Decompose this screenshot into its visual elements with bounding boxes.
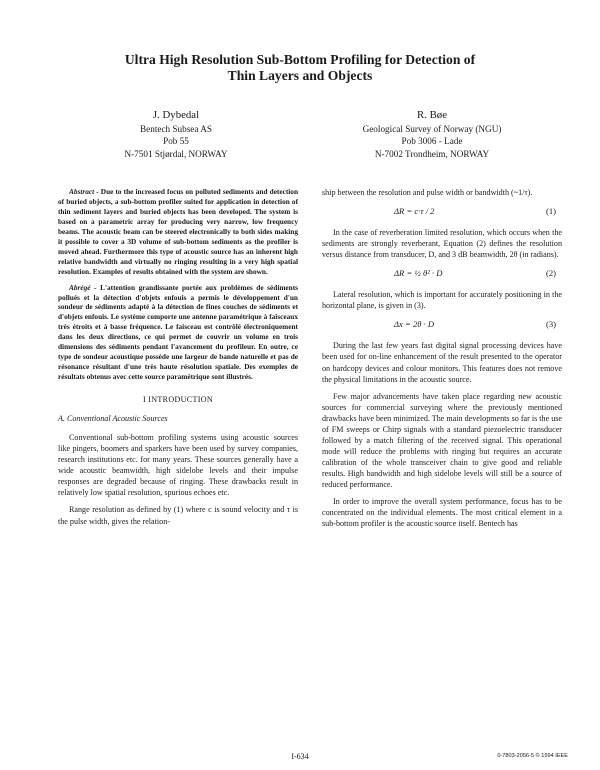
page-number: I-634 <box>291 752 309 761</box>
paragraph-conventional: Conventional sub-bottom profiling systems using acoustic sources like pingers, boomers and sparkers have been used by survey companies, research institutions etc. for many years. These sources generally have a wide acoustic beamwidth, high sidelobe levels and their impulse responses are degraded because of ringing. These drawbacks result in relatively low spatial resolution, spurious echoes etc. <box>58 433 298 498</box>
abrege-label: Abrégé - <box>69 282 97 292</box>
author-block-2 <box>322 108 542 160</box>
paragraph-lateral: Lateral resolution, which is important for accurately positioning in the horizontal plane, is given in (3). <box>322 290 562 311</box>
left-column <box>58 187 298 533</box>
equation-number: (2) <box>545 268 556 279</box>
equation-2 <box>322 268 562 279</box>
abstract-english <box>58 187 298 277</box>
abstract-text: Due to the increased focus on polluted sediments and detection of buried objects, a sub-bottom profiler suited for application in detection of thin sediment layers and buried objects has been developed. The system is based on a parametric array for producing very narrow, low frequency beams. The acoustic beam can be steered electronically to both sides making it possible to cover a 3D volume of sub-bottom sediments as the profiler is moved ahead. Furthermore this type of acoustic source has an inherent high relative bandwidth and virtually no ringing resulting in a very high spatial resolution. Examples of results obtained with the system are shown. <box>58 187 299 276</box>
author-name: R. Bøe <box>417 109 447 121</box>
paragraph-reverberation: In the case of reverberation limited resolution, which occurs when the sediments are strongly reverberant, Equation (2) defines the resolution versus distance from transducer, D, and 3 dB beamwidth, 2θ (in radians). <box>322 228 562 260</box>
abstract-label: Abstract - <box>69 187 99 196</box>
paragraph-continuation: ship between the resolution and pulse width or bandwidth (~1/τ). <box>322 188 533 197</box>
equation-expression: Δx = 2θ · D <box>394 319 435 330</box>
author-city: N-7002 Trondheim, NORWAY <box>374 148 490 159</box>
abrege-text: L'attention grandissante portée aux problèmes de sédiments pollués et la détection d'objets enfouis a permis le développement d'un sondeur de sédiments adapté à la détection de fines couches de sédiments et d'objets enfouis. Le système comporte une antenne paramétrique à faisceaux très étroits et à basse fréquence. Le faisceau est contrôlé électroniquement dans les deux directions, ce qui permet de couvrir un volume en trois dimensions des sédiments pendant l'avancement du profileur. En outre, ce type de sondeur acoustique possède une largeur de bande naturelle et pas de résonance résultant d'une très haute résolution spatiale. Des exemples de résultats obtenus avec cette source paramétrique sont illustrés. <box>58 282 298 382</box>
author-city: N-7501 Stjørdal, NORWAY <box>124 148 228 159</box>
title-line-1: Ultra High Resolution Sub-Bottom Profiling for Detection of <box>124 52 476 67</box>
title-line-2: Thin Layers and Objects <box>227 68 373 83</box>
equation-number: (3) <box>545 319 556 330</box>
equation-1 <box>322 206 562 217</box>
author-org: Geological Survey of Norway (NGU) <box>362 124 502 134</box>
author-name: J. Dybedal <box>152 109 200 121</box>
author-block-1 <box>66 108 286 160</box>
subsection-heading: A. Conventional Acoustic Sources <box>58 414 168 424</box>
paragraph-range-resolution: Range resolution as defined by (1) where c is sound velocity and τ is the pulse width, gives the relation- <box>58 505 298 526</box>
paragraph-improve: In order to improve the overall system performance, focus has to be concentrated on the individual elements. The most critical element in a sub-bottom profiler is the acoustic source itself. Bentech has <box>322 497 562 529</box>
equation-expression: ΔR = c·τ / 2 <box>394 206 435 217</box>
author-address: Pob 3006 - Lade <box>401 136 463 147</box>
paragraph-advancements: Few major advancements have taken place regarding new acoustic sources for commercial surveying where the previously mentioned drawbacks have been minimized. The main developments so far is the use of FM sweeps or Chirp signals with a standard piezoelectric transducer followed by a match filtering of the received signal. This operational mode will reduce the problems with ringing but requires an accurate calibration of the whole transceiver chain to give good and reliable results. High bandwidth and high sidelobe levels will still be a source of reduced performance. <box>322 391 562 489</box>
author-org: Bentech Subsea AS <box>140 124 212 134</box>
equation-3 <box>322 319 562 330</box>
author-address: Pob 55 <box>163 136 189 147</box>
right-column <box>322 187 562 535</box>
equation-expression: ΔR = ½ θ² · D <box>394 268 443 279</box>
abstract-french <box>58 283 298 383</box>
paper-title <box>80 52 520 84</box>
paragraph-digital: During the last few years fast digital signal processing devices have been used for on-line enhancement of the result presented to the operator on hardcopy devices and colour monitors. This features does not remove the physical limitations in the acoustic source. <box>322 341 562 384</box>
section-heading: I INTRODUCTION <box>142 395 214 405</box>
copyright-code: 0-7803-2056-5 © 1994 IEEE <box>497 753 568 759</box>
equation-number: (1) <box>545 206 556 217</box>
